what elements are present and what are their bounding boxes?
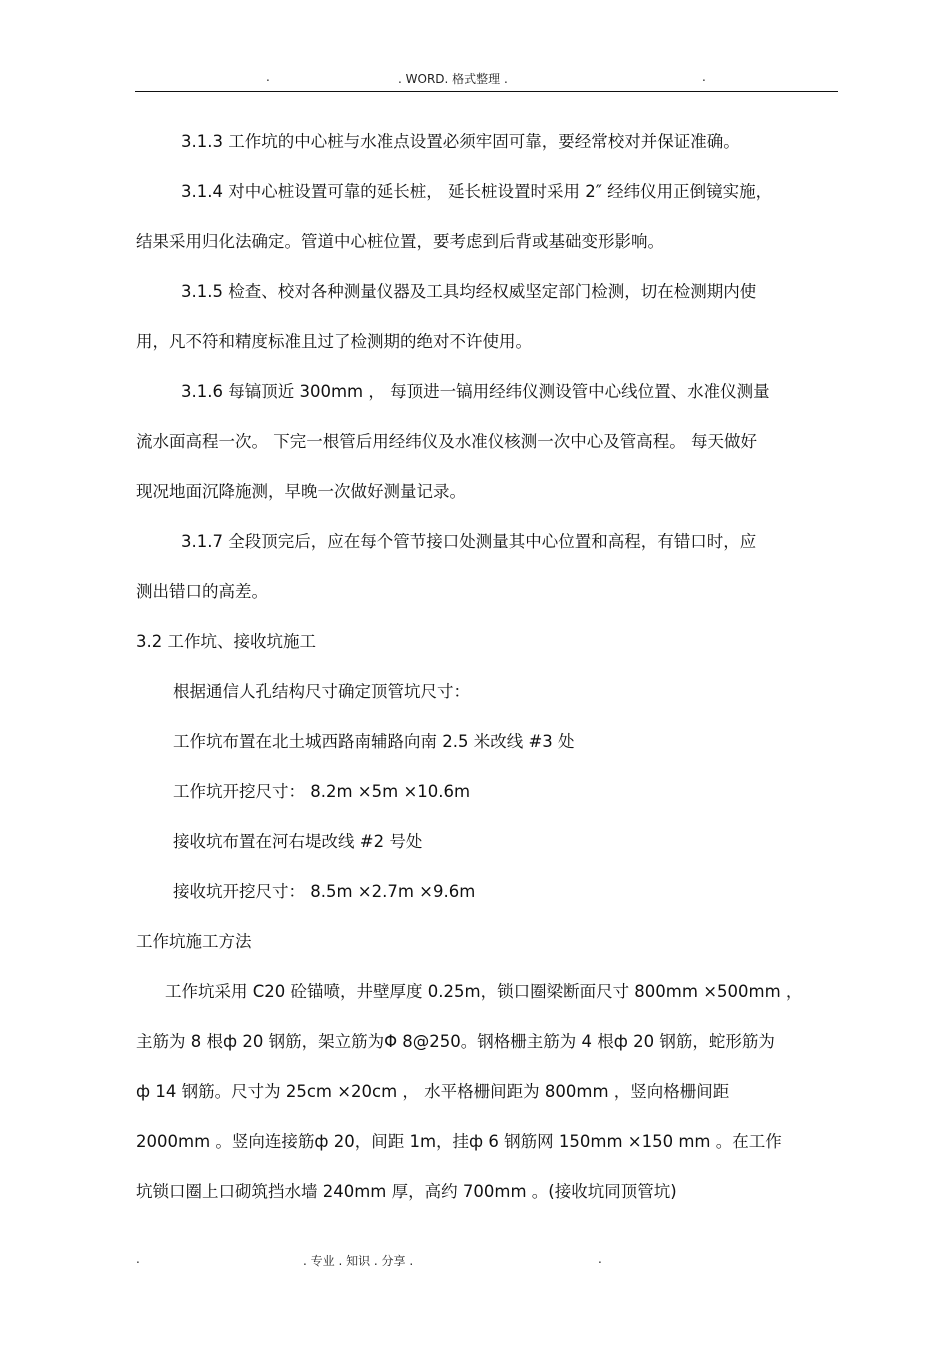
paragraph-3-1-6-line2: 流水面高程一次。 下完一根管后用经纬仪及水准仪核测一次中心及管高程。 每天做好 (136, 432, 757, 451)
footer-right-dot: . (598, 1252, 602, 1266)
footer-left-dot: . (136, 1252, 140, 1266)
pit-size-intro: 根据通信人孔结构尺寸确定顶管坑尺寸： (173, 682, 470, 701)
header-rule (135, 91, 838, 92)
construction-method-heading: 工作坑施工方法 (136, 932, 252, 951)
section-heading-3-2: 3.2 工作坑、接收坑施工 (136, 632, 316, 651)
paragraph-3-1-5-line1: 3.1.5 检查、校对各种测量仪器及工具均经权威坚定部门检测，切在检测期内使 (181, 282, 757, 301)
method-paragraph-line3: ф 14 钢筋。尺寸为 25cm ×20cm ， 水平格栅间距为 800mm ，竖向格栅间距 (136, 1082, 730, 1101)
work-pit-dimensions: 工作坑开挖尺寸： 8.2m ×5m ×10.6m (173, 782, 471, 801)
receiving-pit-dimensions: 接收坑开挖尺寸： 8.5m ×2.7m ×9.6m (173, 882, 476, 901)
method-paragraph-line1: 工作坑采用 C20 砼锚喷，井壁厚度 0.25m，锁口圈梁断面尺寸 800mm ×500mm ， (165, 982, 803, 1001)
method-paragraph-line2: 主筋为 8 根ф 20 钢筋，架立筋为Φ 8@250。钢格栅主筋为 4 根ф 20 钢筋，蛇形筋为 (136, 1032, 775, 1051)
paragraph-3-1-7-line2: 测出错口的高差。 (136, 582, 268, 601)
paragraph-3-1-3: 3.1.3 工作坑的中心桩与水准点设置必须牢固可靠，要经常校对并保证准确。 (181, 132, 740, 151)
paragraph-3-1-6-line1: 3.1.6 每镐顶近 300mm ， 每顶进一镐用经纬仪测设管中心线位置、水准仪测量 (181, 382, 770, 401)
method-paragraph-line4: 2000mm 。竖向连接筋ф 20，间距 1m，挂ф 6 钢筋网 150mm ×150 mm 。在工作 (136, 1132, 782, 1151)
footer-text: . 专业 . 知识 . 分享 . (303, 1254, 414, 1268)
paragraph-3-1-6-line3: 现况地面沉降施测，早晚一次做好测量记录。 (136, 482, 466, 501)
paragraph-3-1-4-line2: 结果采用归化法确定。管道中心桩位置，要考虑到后背或基础变形影响。 (136, 232, 664, 251)
paragraph-3-1-7-line1: 3.1.7 全段顶完后，应在每个管节接口处测量其中心位置和高程，有错口时，应 (181, 532, 757, 551)
paragraph-3-1-5-line2: 用，凡不符和精度标准且过了检测期的绝对不许使用。 (136, 332, 532, 351)
header-title: . WORD. 格式整理 . (398, 72, 508, 86)
receiving-pit-location: 接收坑布置在河右堤改线 #2 号处 (173, 832, 423, 851)
work-pit-location: 工作坑布置在北土城西路南辅路向南 2.5 米改线 #3 处 (173, 732, 575, 751)
header-right-dot: . (702, 70, 706, 84)
paragraph-3-1-4-line1: 3.1.4 对中心桩设置可靠的延长桩， 延长桩设置时采用 2″ 经纬仪用正倒镜实施， (181, 182, 773, 201)
header-left-dot: . (266, 70, 270, 84)
method-paragraph-line5: 坑锁口圈上口砌筑挡水墙 240mm 厚，高约 700mm 。(接收坑同顶管坑) (136, 1182, 677, 1201)
